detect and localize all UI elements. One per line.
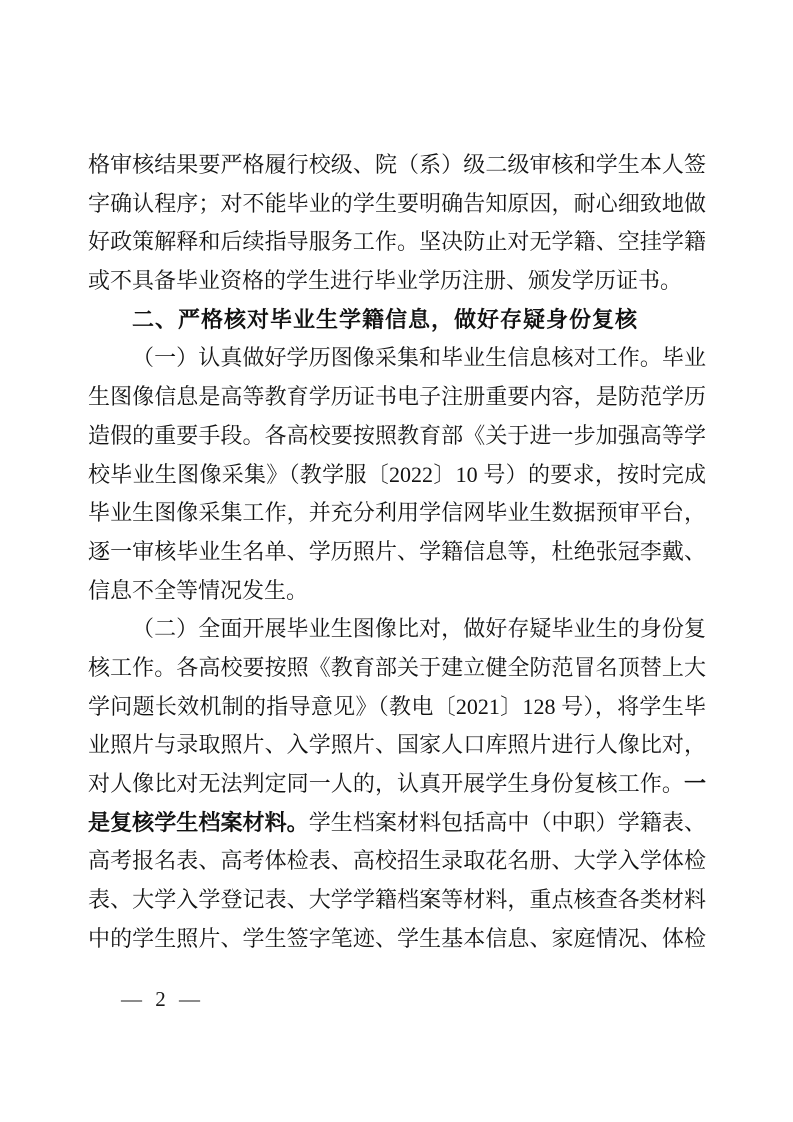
paragraph-line [88, 417, 706, 456]
text-segment: 造假的重要手段。各高校要按照教育部《关于进一步加强高等学 [88, 422, 706, 448]
paragraph-line [88, 804, 706, 843]
paragraph-line [88, 185, 706, 224]
text-segment: 学问题长效机制的指导意见》（教电〔2021〕128 号），将学生毕 [88, 693, 706, 719]
paragraph-line [88, 223, 706, 262]
paragraph-line [88, 572, 706, 611]
paragraph-line [88, 610, 706, 649]
paragraph-line [88, 920, 706, 959]
paragraph-line [88, 456, 706, 495]
paragraph-line [88, 146, 706, 185]
text-segment: 中的学生照片、学生签字笔迹、学生基本信息、家庭情况、体检 [88, 925, 706, 951]
document-body [88, 146, 706, 958]
paragraph-line [88, 688, 706, 727]
paragraph-line [88, 533, 706, 572]
text-segment: 生图像信息是高等教育学历证书电子注册重要内容，是防范学历 [88, 384, 706, 410]
text-segment: 表、大学入学登记表、大学学籍档案等材料，重点核查各类材料 [88, 887, 706, 913]
text-segment: 对人像比对无法判定同一人的，认真开展学生身份复核工作。 [88, 771, 684, 796]
text-segment: 或不具备毕业资格的学生进行毕业学历注册、颁发学历证书。 [88, 268, 683, 294]
text-segment: 毕业 [661, 345, 706, 371]
paragraph-line [88, 881, 706, 920]
text-segment: 一 [683, 771, 706, 796]
text-segment: 业照片与录取照片、入学照片、国家人口库照片进行人像比对， [88, 732, 706, 758]
text-segment: 字确认程序；对不能毕业的学生要明确告知原因，耐心细致地做 [88, 190, 706, 216]
text-segment: （一）认真做好学历图像采集和毕业生信息核对工作。 [132, 345, 662, 371]
text-segment: 是复核学生档案材料。 [88, 809, 309, 835]
text-segment: （二）全面开展毕业生图像比对，做好存疑毕业生的身份复 [132, 616, 706, 642]
paragraph-line [88, 339, 706, 378]
paragraph-line [88, 765, 706, 804]
text-segment: 好政策解释和后续指导服务工作。坚决防止对无学籍、空挂学籍 [88, 229, 706, 255]
text-segment: 校毕业生图像采集》（教学服〔2022〕10 号）的要求，按时完成 [88, 461, 706, 487]
paragraph-line [88, 726, 706, 765]
text-segment: 信息不全等情况发生。 [88, 577, 309, 603]
section-heading [88, 301, 706, 340]
paragraph-line [88, 494, 706, 533]
paragraph-line [88, 378, 706, 417]
text-segment: 高考报名表、高考体检表、高校招生录取花名册、大学入学体检 [88, 848, 706, 874]
text-segment: 格审核结果要严格履行校级、院（系）级二级审核和学生本人签 [88, 152, 706, 177]
text-segment: 毕业生图像采集工作，并充分利用学信网毕业生数据预审平台， [88, 500, 706, 526]
text-segment: 核工作。 [88, 654, 177, 680]
text-segment: 各高校要按照《教育部关于建立健全防范冒名顶替上大 [176, 654, 706, 680]
heading-text: 二、严格核对毕业生学籍信息，做好存疑身份复核 [132, 306, 639, 332]
page-number: — 2 — [121, 987, 204, 1011]
paragraph-line [88, 262, 706, 301]
paragraph-line [88, 649, 706, 688]
text-segment: 学生档案材料包括高中（中职）学籍表、 [308, 809, 706, 835]
text-segment: 逐一审核毕业生名单、学历照片、学籍信息等，杜绝张冠李戴、 [88, 538, 706, 564]
paragraph-line [88, 842, 706, 881]
